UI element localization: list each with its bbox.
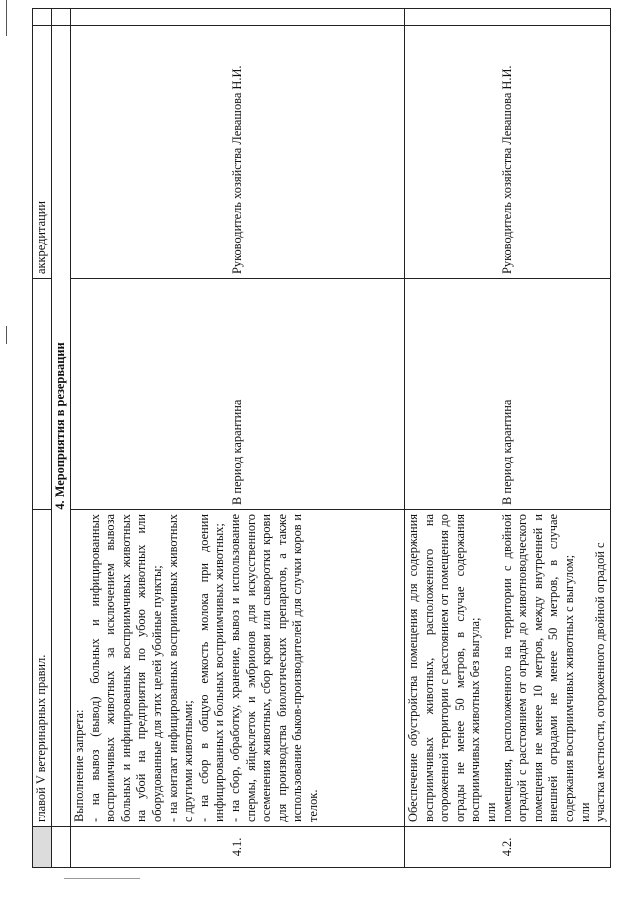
measures-table [32, 8, 611, 868]
measure-line: - на сбор, обработку, хранение, вывоз и использование спермы, яйцеклеток и эмбрионов для искусственного осеменения животных, сбор крови или сыворотки крови для производства биологических препаратов, а также использование быков-производителей для случки коров и телок. [227, 514, 320, 822]
row-edge-cell [405, 9, 611, 26]
table-row [71, 9, 405, 868]
row-edge-cell [71, 9, 405, 26]
section-row [52, 9, 71, 868]
row-number: 4.1. [71, 827, 405, 868]
measure-line: или [577, 802, 592, 822]
section-num-cell [52, 827, 71, 868]
measure-line: или [483, 802, 498, 822]
row-term: В период карантина [405, 279, 611, 510]
header-edge-cell [33, 9, 52, 26]
measure-line: Обеспечение обустройства помещения для содержания восприимчивых животных, расположенного на огороженной территории с расстоянием от помещения до ограды не менее 50 метров, в случае содержания восприимчивых животных без выгула; [406, 514, 483, 822]
scan-mark-middle [6, 326, 7, 344]
header-term-cell [33, 279, 52, 510]
measure-line: помещения, расположенного на территории с двойной оградой с расстоянием от ограды до животноводческого помещения не менее 10 метров, между внутренней и внешней оградами не менее 50 метров, в случае содержания восприимчивых животных с выгулом; [499, 514, 576, 822]
header-row [33, 9, 52, 868]
row-term: В период карантина [71, 279, 405, 510]
rotated-document-page [32, 38, 608, 868]
measure-line: - на вывоз (вывод) больных и инфицированных восприимчивых животных за исключением вывоза больных и инфицированных восприимчивых животных на убой на предприятия по убою животных или оборудованные для этих целей убойные пункты; [87, 514, 164, 822]
scan-mark-bottom [64, 878, 140, 879]
row-responsible: Руководитель хозяйства Левашова Н.И. [405, 26, 611, 279]
row-number: 4.2. [405, 827, 611, 868]
table-row [405, 9, 611, 868]
measure-line: - на сбор в общую емкость молока при доении инфицированных и больных восприимчивых животных; [196, 514, 227, 822]
header-cell-right: аккредитации [33, 26, 52, 279]
row-responsible: Руководитель хозяйства Левашова Н.И. [71, 26, 405, 279]
measure-line: - на контакт инфицированных восприимчивых животных с другими животными; [165, 514, 196, 822]
section-title: 4. Мероприятия в резервации [52, 26, 71, 827]
measure-line: Выполнение запрета: [72, 709, 86, 822]
row-measure-text [71, 510, 405, 827]
scan-mark-top [6, 0, 7, 36]
section-edge-cell [52, 9, 71, 26]
measure-line: участка местности, огороженного двойной оградой с [593, 542, 608, 822]
row-measure-text [405, 510, 611, 827]
header-num-cell [33, 827, 52, 868]
header-cell-left: главой V ветеринарных правил. [33, 510, 52, 827]
